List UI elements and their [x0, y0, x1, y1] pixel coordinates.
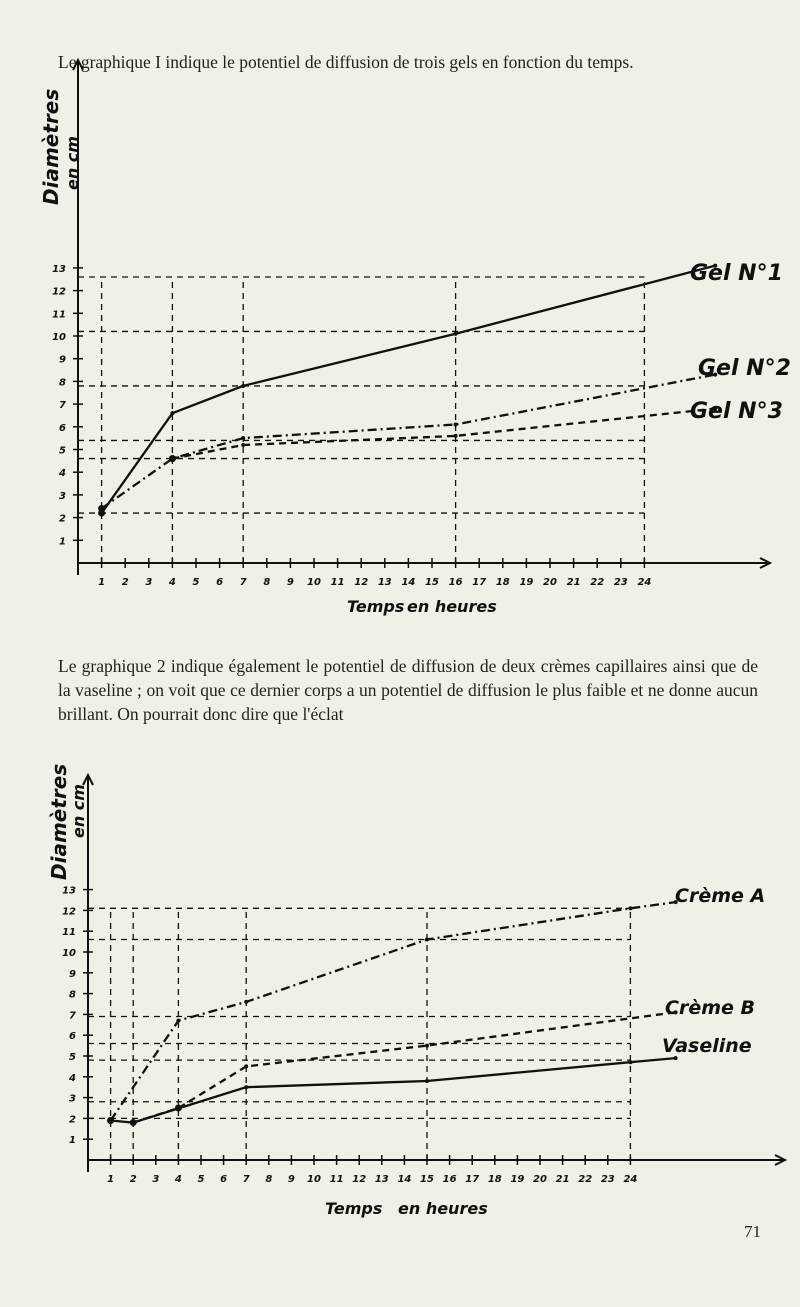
y-tick-label: 5 — [69, 1052, 76, 1063]
x-tick-label: 5 — [197, 1174, 205, 1185]
data-point — [425, 938, 429, 942]
x-tick-label: 17 — [465, 1174, 480, 1185]
chart1-xlabel-main: Temps — [347, 597, 405, 616]
y-tick-label: 9 — [69, 968, 76, 980]
legend-gel-2: Gel N°2 — [698, 356, 791, 381]
data-point — [107, 1117, 114, 1124]
x-tick-label: 9 — [286, 577, 294, 588]
x-tick-label: 14 — [401, 577, 416, 588]
chart2-xlabel-main: Temps — [325, 1199, 383, 1218]
x-tick-label: 7 — [239, 577, 247, 588]
chart1-ylabel-unit: en cm — [63, 136, 82, 190]
data-point — [628, 1060, 632, 1064]
data-point — [628, 906, 632, 910]
x-tick-label: 11 — [330, 577, 345, 588]
x-tick-label: 4 — [174, 1174, 182, 1185]
chart2-ticks — [62, 886, 637, 1185]
x-tick-label: 13 — [374, 1174, 389, 1185]
chart1-caption: Le graphique I indique le potentiel de diffusion de trois gels en fonction du temps. — [58, 52, 634, 72]
y-tick-label: 12 — [52, 286, 66, 298]
chart1-ylabel-main: Diamètres — [39, 88, 63, 205]
x-tick-label: 21 — [555, 1174, 570, 1185]
y-tick-label: 2 — [69, 1114, 76, 1126]
x-tick-label: 18 — [495, 577, 510, 588]
x-tick-label: 16 — [442, 1174, 457, 1185]
x-tick-label: 23 — [613, 577, 628, 588]
x-tick-label: 17 — [472, 577, 487, 588]
y-tick-label: 6 — [59, 422, 66, 434]
x-tick-label: 15 — [420, 1174, 434, 1185]
x-tick-label: 22 — [590, 577, 605, 588]
chart1-xlabel-unit: en heures — [407, 597, 497, 616]
series-line-0 — [111, 902, 676, 1120]
x-tick-label: 3 — [152, 1174, 160, 1185]
chart2-series — [107, 900, 678, 1126]
x-tick-label: 11 — [329, 1174, 344, 1185]
y-tick-label: 5 — [59, 445, 66, 457]
x-tick-label: 12 — [354, 577, 369, 588]
x-tick-label: 20 — [533, 1174, 547, 1185]
x-tick-label: 7 — [242, 1174, 250, 1185]
x-tick-label: 13 — [377, 577, 392, 588]
y-tick-label: 13 — [62, 885, 76, 897]
y-tick-label: 4 — [69, 1072, 76, 1084]
x-tick-label: 1 — [107, 1174, 115, 1185]
chart2-ylabel-main: Diamètres — [47, 763, 71, 880]
chart2-axes — [83, 775, 785, 1172]
x-tick-label: 15 — [425, 577, 439, 588]
y-tick-label: 1 — [69, 1135, 76, 1147]
data-point — [425, 1079, 429, 1083]
y-tick-label: 3 — [59, 490, 66, 502]
x-tick-label: 6 — [216, 577, 224, 588]
x-tick-label: 18 — [487, 1174, 502, 1185]
x-tick-label: 5 — [192, 577, 200, 588]
x-tick-label: 3 — [145, 577, 153, 588]
y-tick-label: 2 — [59, 513, 66, 525]
x-tick-label: 4 — [168, 577, 176, 588]
x-tick-label: 19 — [510, 1174, 525, 1185]
y-tick-label: 6 — [69, 1031, 76, 1043]
data-point — [425, 1044, 429, 1048]
x-tick-label: 6 — [220, 1174, 228, 1185]
y-tick-label: 13 — [52, 263, 66, 275]
x-tick-label: 21 — [566, 577, 581, 588]
chart2-ylabel-unit: en cm — [69, 784, 88, 838]
x-tick-label: 2 — [121, 577, 129, 588]
x-tick-label: 9 — [287, 1174, 295, 1185]
y-tick-label: 9 — [59, 354, 66, 366]
x-tick-label: 20 — [543, 577, 557, 588]
x-tick-label: 8 — [265, 1174, 273, 1185]
legend-creme-b: Crème B — [665, 997, 755, 1019]
y-tick-label: 10 — [62, 948, 76, 959]
x-tick-label: 16 — [448, 577, 463, 588]
x-tick-label: 12 — [352, 1174, 367, 1185]
legend-gel-1: Gel N°1 — [690, 261, 783, 286]
series-line-1 — [133, 1012, 675, 1122]
data-point — [131, 1121, 135, 1125]
y-tick-label: 12 — [62, 906, 76, 918]
x-tick-label: 23 — [600, 1174, 615, 1185]
chart2-caption: Le graphique 2 indique également le potentiel de diffusion de deux crèmes capillaires ainsi que de la vaseline ; on voit que ce dernier corps a un potentiel de diffusion le plus faible et ne donne aucun brillant. On pourrait donc dire que l'éclat — [58, 656, 758, 724]
data-point — [244, 1085, 248, 1089]
y-tick-label: 7 — [69, 1010, 76, 1022]
x-tick-label: 10 — [307, 577, 321, 588]
x-tick-label: 24 — [637, 577, 652, 588]
x-tick-label: 22 — [578, 1174, 593, 1185]
x-tick-label: 1 — [98, 577, 106, 588]
x-tick-label: 19 — [519, 577, 534, 588]
x-tick-label: 10 — [307, 1174, 321, 1185]
legend-vaseline: Vaseline — [662, 1035, 752, 1057]
page-number: 71 — [744, 1222, 761, 1241]
y-tick-label: 8 — [59, 377, 66, 389]
y-tick-label: 3 — [69, 1093, 76, 1105]
legend-gel-3: Gel N°3 — [690, 399, 783, 424]
y-tick-label: 7 — [59, 400, 66, 412]
legend-creme-a: Crème A — [675, 885, 766, 907]
chart2-xlabel-unit: en heures — [398, 1199, 488, 1218]
series-line-2 — [111, 1058, 676, 1123]
data-point — [176, 1019, 180, 1023]
y-tick-label: 8 — [69, 989, 76, 1001]
y-tick-label: 10 — [52, 332, 66, 343]
data-point — [244, 1064, 248, 1068]
x-tick-label: 14 — [397, 1174, 412, 1185]
x-tick-label: 8 — [263, 577, 271, 588]
data-point — [244, 1000, 248, 1004]
chart2-guide-lines — [88, 908, 630, 1160]
y-tick-label: 11 — [62, 927, 76, 939]
y-tick-label: 4 — [59, 468, 66, 480]
y-tick-label: 1 — [59, 536, 66, 548]
y-tick-label: 11 — [52, 309, 66, 321]
x-tick-label: 2 — [129, 1174, 137, 1185]
x-tick-label: 24 — [623, 1174, 638, 1185]
